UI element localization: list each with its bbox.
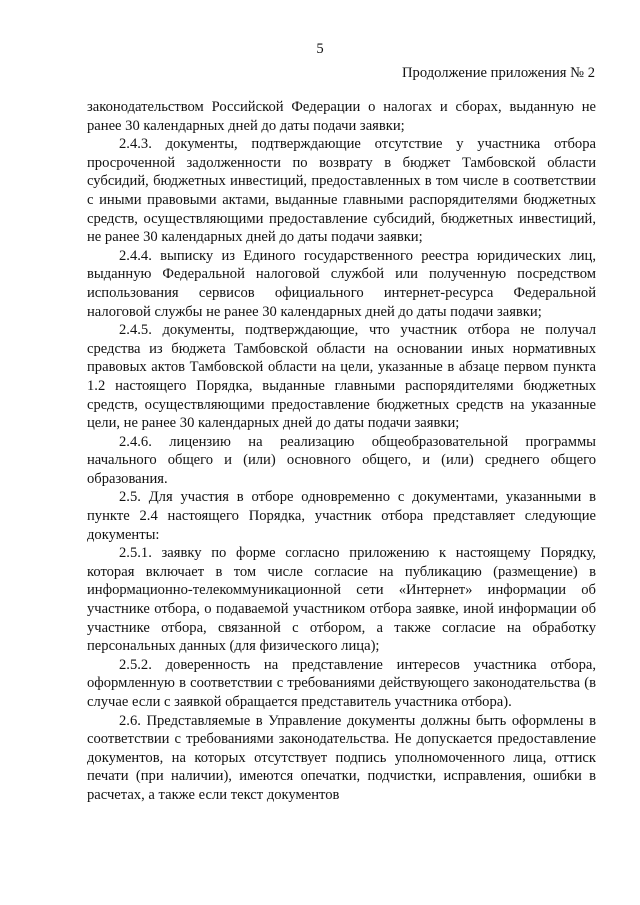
paragraph-2-4-3: 2.4.3. документы, подтверждающие отсутствие у участника отбора просроченной задолженности по возврату в бюджет Тамбовской области субсидий, бюджетных инвестиций, предоставленных в том числе в соответствии с иными правовыми актами, выданные главными распорядителями бюджетных средств, осуществляющими предоставление субсидий, бюджетных инвестиций, не ранее 30 календарных дней до даты подачи заявки; <box>87 136 596 246</box>
paragraph-2-4-5: 2.4.5. документы, подтверждающие, что участник отбора не получал средства из бюджета Тамбовской области на основании иных нормативных правовых актов Тамбовской области на цели, указанные в абзаце первом пункта 1.2 настоящего Порядка, выданные главными распорядителями бюджетных средств, осуществляющими предоставление бюджетных средств на указанные цели, не ранее 30 календарных дней до даты подачи заявки; <box>87 322 596 432</box>
page-number: 5 <box>316 41 324 57</box>
paragraph-2-5-2: 2.5.2. доверенность на представление интересов участника отбора, оформленную в соответствии с требованиями действующего законодательства (в случае если с заявкой обращается представитель участника отбора). <box>87 656 596 710</box>
paragraph-2-5: 2.5. Для участия в отборе одновременно с документами, указанными в пункте 2.4 настоящего Порядка, участник отбора представляет следующие документы: <box>87 489 596 543</box>
paragraph-2-6: 2.6. Представляемые в Управление документы должны быть оформлены в соответствии с требованиями законодательства. Не допускается предоставление документов, на которых отсутствует подпись уполномоченного лица, оттиск печати (при наличии), имеются опечатки, подчистки, исправления, ошибки в расчетах, а также если текст документов <box>87 712 596 803</box>
document-body <box>87 98 596 805</box>
paragraph-2-5-1: 2.5.1. заявку по форме согласно приложению к настоящему Порядку, которая включает в том числе согласие на публикацию (размещение) в информационно-телекоммуникационной сети «Интернет» информации об участнике отбора, о подаваемой участником отбора заявке, иной информации об участнике отбора, связанной с отбором, а также согласие на обработку персональных данных (для физического лица); <box>87 545 596 655</box>
paragraph-2-4-4: 2.4.4. выписку из Единого государственного реестра юридических лиц, выданную Федеральной налоговой службой или полученную посредством использования сервисов официального интернет-ресурса Федеральной налоговой службы не ранее 30 календарных дней до даты подачи заявки; <box>87 247 596 320</box>
paragraph-continued: законодательством Российской Федерации о налогах и сборах, выданную не ранее 30 календарных дней до даты подачи заявки; <box>87 99 596 134</box>
paragraph-2-4-6: 2.4.6. лицензию на реализацию общеобразовательной программы начального общего и (или) основного общего, и (или) среднего общего образования. <box>87 433 596 487</box>
continuation-note: Продолжение приложения № 2 <box>402 65 595 81</box>
